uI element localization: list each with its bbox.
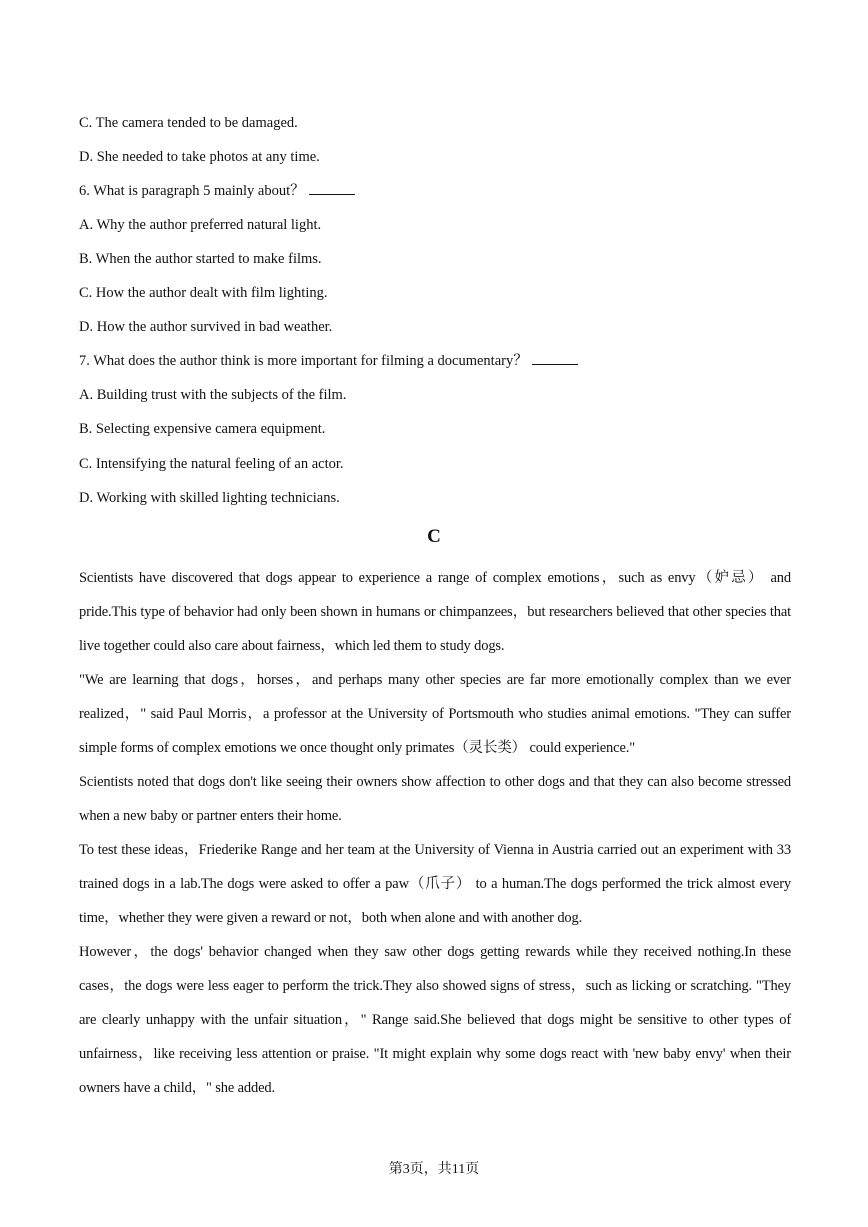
question-7-text: 7. What does the author think is more important for filming a documentary？ <box>79 353 528 369</box>
passage-paragraph-2: "We are learning that dogs，horses，and perhaps many other species are far more emotionally complex than we ever realized，" said Paul Morris，a professor at the University of Portsmouth who studies animal emotions. "They can suffer simple forms of complex emotions we once thought only primates（灵长类） could experience." <box>79 672 791 756</box>
option-q7-b: B. Selecting expensive camera equipment. <box>79 421 326 437</box>
option-q6-c: C. How the author dealt with film lighting. <box>79 285 328 301</box>
question-6-text: 6. What is paragraph 5 mainly about？ <box>79 183 305 199</box>
option-q6-d: D. How the author survived in bad weather. <box>79 319 333 335</box>
passage-paragraph-1: Scientists have discovered that dogs appear to experience a range of complex emotions，such as envy（妒忌） and pride.This type of behavior had only been shown in humans or chimpanzees，but researchers believed that other species that live together could also care about fairness，which led them to study dogs. <box>79 570 791 654</box>
section-title-c: C <box>427 526 441 547</box>
option-q5-c: C. The camera tended to be damaged. <box>79 115 298 131</box>
answer-blank-7 <box>532 363 578 365</box>
option-q6-b: B. When the author started to make films. <box>79 251 322 267</box>
passage-paragraph-4: To test these ideas，Friederike Range and her team at the University of Vienna in Austria carried out an experiment with 33 trained dogs in a lab.The dogs were asked to offer a paw（爪子） to a human.The dogs performed the trick almost every time，whether they were given a reward or not，both when alone and with another dog. <box>79 842 791 926</box>
passage-paragraph-3: Scientists noted that dogs don't like seeing their owners show affection to other dogs and that they can also become stressed when a new baby or partner enters their home. <box>79 774 791 824</box>
page-number: 第3页，共11页 <box>388 1162 480 1177</box>
question-7 <box>79 352 578 370</box>
passage-paragraph-5: However，the dogs' behavior changed when they saw other dogs getting rewards while they received nothing.In these cases，the dogs were less eager to perform the trick.They also showed signs of stress，such as licking or scratching. "They are clearly unhappy with the unfair situation，" Range said.She believed that dogs might be sensitive to other types of unfairness，like receiving less attention or praise. "It might explain why some dogs react with 'new baby envy' when their owners have a child，" she added. <box>79 944 791 1096</box>
option-q7-c: C. Intensifying the natural feeling of an actor. <box>79 456 344 472</box>
question-6 <box>79 182 355 200</box>
option-q7-d: D. Working with skilled lighting technicians. <box>79 490 340 506</box>
option-q5-d: D. She needed to take photos at any time. <box>79 149 320 165</box>
option-q6-a: A. Why the author preferred natural light. <box>79 217 322 233</box>
option-q7-a: A. Building trust with the subjects of the film. <box>79 387 347 403</box>
answer-blank-6 <box>309 193 355 195</box>
